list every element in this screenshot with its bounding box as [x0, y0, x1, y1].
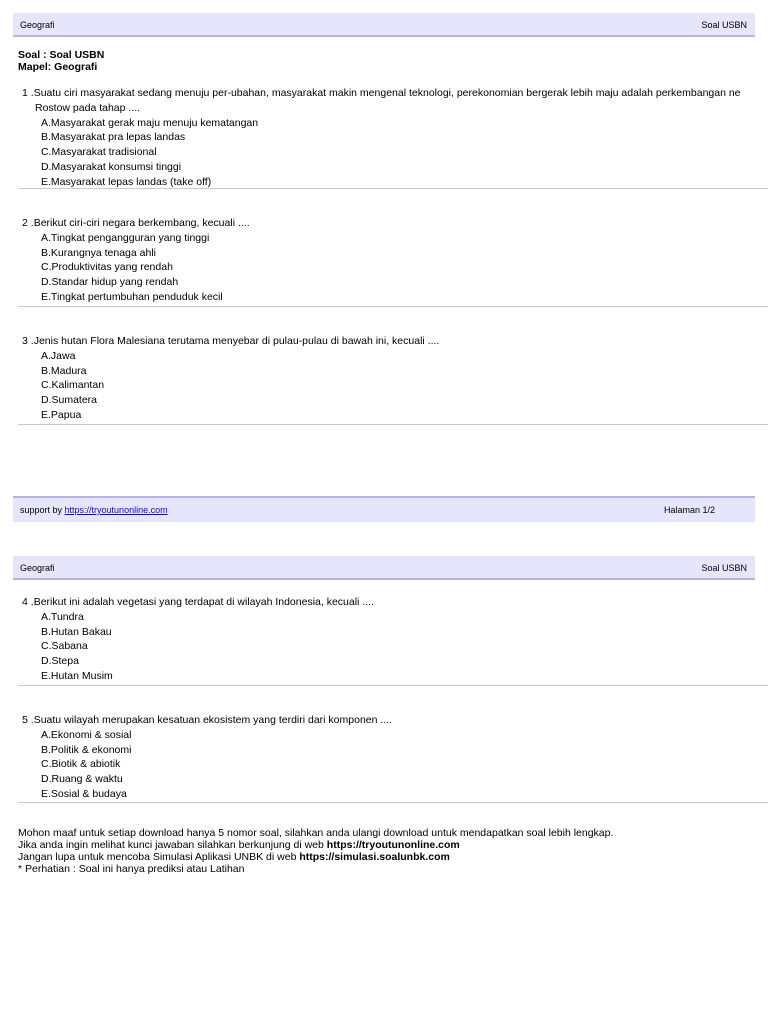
question-2-stem: 2 .Berikut ciri-ciri negara berkembang, kecuali .... [22, 217, 250, 229]
question-2-option-a: A.Tingkat pengangguran yang tinggi [41, 231, 210, 244]
simulation-notice: Jangan lupa untuk mencoba Simulasi Aplikasi UNBK di web https://simulasi.soalunbk.com [18, 851, 450, 863]
question-4-option-e: E.Hutan Musim [41, 669, 113, 682]
header-subject: Geografi [20, 563, 55, 573]
question-5-option-e: E.Sosial & budaya [41, 787, 127, 800]
question-4-option-d: D.Stepa [41, 655, 79, 668]
question-2-option-e: E.Tingkat pertumbuhan penduduk kecil [41, 290, 223, 303]
answer-key-link[interactable]: https://tryoutunonline.com [326, 839, 460, 851]
soal-title: Soal : Soal USBN [18, 49, 105, 61]
question-1-option-e: E.Masyarakat lepas landas (take off) [41, 175, 212, 188]
question-4-stem: 4 .Berikut ini adalah vegetasi yang terdapat di wilayah Indonesia, kecuali .... [22, 596, 374, 608]
question-3-option-d: D.Sumatera [41, 394, 98, 407]
question-3-option-c: C.Kalimantan [41, 379, 105, 392]
question-divider [18, 802, 768, 803]
question-3-option-e: E.Papua [41, 408, 82, 421]
question-3-option-b: B.Madura [41, 364, 87, 377]
support-link[interactable]: https://tryoutunonline.com [64, 505, 168, 515]
question-5-option-d: D.Ruang & waktu [41, 773, 123, 786]
question-2 [18, 216, 768, 305]
question-4 [18, 595, 768, 684]
question-1-option-d: D.Masyarakat konsumsi tinggi [41, 160, 182, 173]
page-number: Halaman 1/2 [663, 505, 715, 515]
question-5-option-b: B.Politik & ekonomi [41, 743, 132, 756]
question-2-option-d: D.Standar hidup yang rendah [41, 276, 179, 289]
page1-footer-bar [13, 496, 755, 522]
question-5-option-a: A.Ekonomi & sosial [41, 728, 132, 741]
question-1-option-b: B.Masyarakat pra lepas landas [41, 131, 186, 144]
question-1-stem: 1 .Suatu ciri masyarakat sedang menuju per-ubahan, masyarakat makin mengenal teknologi, perekonomian bergerak lebih maju adalah perkembangan ne [22, 87, 741, 99]
page2-header-bar [13, 556, 755, 580]
question-3 [18, 334, 768, 423]
question-divider [18, 424, 768, 425]
question-2-option-b: B.Kurangnya tenaga ahli [41, 246, 157, 259]
mapel-title: Mapel: Geografi [18, 61, 98, 73]
answer-key-notice: Jika anda ingin melihat kunci jawaban silahkan berkunjung di web https://tryoutunonline.com [18, 839, 460, 851]
question-2-option-c: C.Produktivitas yang rendah [41, 261, 173, 274]
header-exam-type: Soal USBN [701, 20, 747, 30]
question-1-stem-continued: Rostow pada tahap .... [35, 101, 141, 114]
header-subject: Geografi [20, 20, 55, 30]
question-4-option-b: B.Hutan Bakau [41, 625, 112, 638]
support-by: support by https://tryoutunonline.com [20, 505, 168, 515]
question-4-option-a: A.Tundra [41, 610, 84, 623]
question-5 [18, 713, 768, 802]
question-divider [18, 188, 768, 189]
question-3-stem: 3 .Jenis hutan Flora Malesiana terutama menyebar di pulau-pulau di bawah ini, kecuali .... [22, 335, 440, 347]
disclaimer-notice: * Perhatian : Soal ini hanya prediksi atau Latihan [18, 863, 245, 875]
question-5-stem: 5 .Suatu wilayah merupakan kesatuan ekosistem yang terdiri dari komponen .... [22, 714, 393, 726]
question-5-option-c: C.Biotik & abiotik [41, 758, 121, 771]
header-exam-type: Soal USBN [701, 563, 747, 573]
question-1-option-a: A.Masyarakat gerak maju menuju kematangan [41, 116, 259, 129]
simulation-link[interactable]: https://simulasi.soalunbk.com [299, 851, 450, 863]
page1-header-bar [13, 13, 755, 37]
download-notice: Mohon maaf untuk setiap download hanya 5 nomor soal, silahkan anda ulangi download untuk mendapatkan soal lebih lengkap. [18, 827, 614, 839]
question-3-option-a: A.Jawa [41, 349, 76, 362]
question-divider [18, 306, 768, 307]
question-divider [18, 685, 768, 686]
question-4-option-c: C.Sabana [41, 640, 88, 653]
question-1 [18, 86, 768, 190]
question-1-option-c: C.Masyarakat tradisional [41, 146, 157, 159]
